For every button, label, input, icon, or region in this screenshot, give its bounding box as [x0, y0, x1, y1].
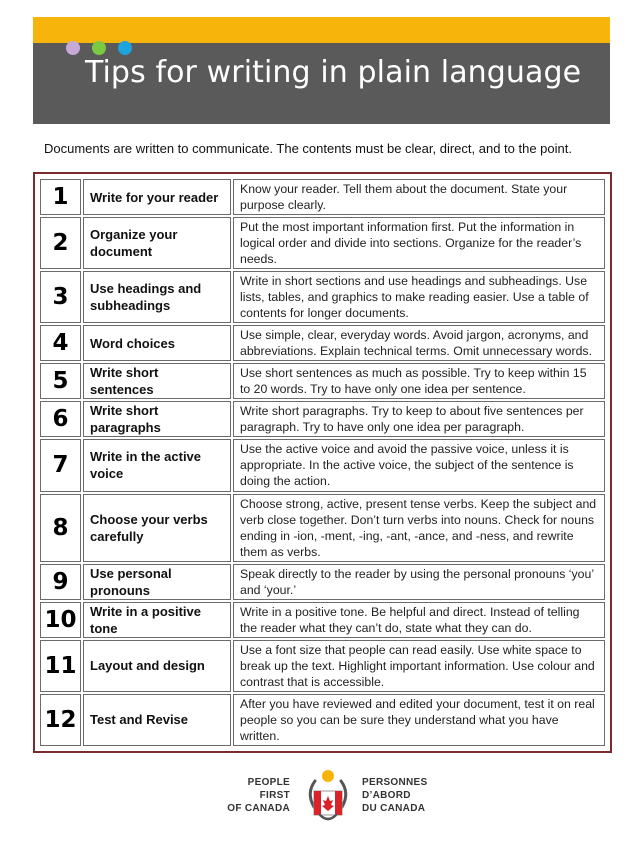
intro-text: Documents are written to communicate. The contents must be clear, direct, and to the point.	[44, 141, 572, 156]
tip-description: Write in short sections and use headings and subheadings. Use lists, tables, and graphics to make reading easier. Use a table of contents for longer documents.	[233, 271, 605, 323]
tip-row	[40, 640, 605, 692]
footer	[0, 765, 642, 825]
tip-row	[40, 271, 605, 323]
tip-description: Put the most important information first. Put the information in logical order and divide into sections. Organize for the reader’s needs.	[233, 217, 605, 269]
tip-number: 2	[40, 217, 81, 269]
tips-table	[38, 177, 607, 748]
tip-number: 6	[40, 401, 81, 437]
tip-description: Write short paragraphs. Try to keep to about five sentences per paragraph. Try to have only one idea per paragraph.	[233, 401, 605, 437]
tip-row	[40, 179, 605, 215]
tip-row	[40, 494, 605, 562]
tip-title: Test and Revise	[83, 694, 231, 746]
tip-number: 8	[40, 494, 81, 562]
org-en-line-1: PEOPLE	[247, 777, 290, 788]
tip-number: 5	[40, 363, 81, 399]
page-title: Tips for writing in plain language	[85, 55, 582, 90]
tip-number: 1	[40, 179, 81, 215]
purple-dot-icon	[66, 41, 80, 55]
tip-title: Organize your document	[83, 217, 231, 269]
tip-title: Write short sentences	[83, 363, 231, 399]
tip-description: Choose strong, active, present tense verbs. Keep the subject and verb close together. Don’t turn verbs into nouns. Check for nouns ending in -ion, -ment, -ing, -ant, -ance, and -ness, and rewrite them as verbs.	[233, 494, 605, 562]
tip-number: 3	[40, 271, 81, 323]
org-fr-line-1: PERSONNES	[362, 777, 428, 788]
tip-title: Write in a positive tone	[83, 602, 231, 638]
tip-title: Word choices	[83, 325, 231, 361]
tip-row	[40, 564, 605, 600]
tip-description: Use the active voice and avoid the passive voice, unless it is appropriate. In the active voice, the subject of the sentence is doing the action.	[233, 439, 605, 491]
tip-title: Choose your verbs carefully	[83, 494, 231, 562]
tip-number: 12	[40, 694, 81, 746]
tip-row	[40, 325, 605, 361]
header-banner	[33, 17, 610, 124]
tip-description: Use short sentences as much as possible. Try to keep within 15 to 20 words. Try to have only one idea per sentence.	[233, 363, 605, 399]
tip-number: 4	[40, 325, 81, 361]
org-name-french	[362, 776, 428, 815]
tip-description: Speak directly to the reader by using the personal pronouns ‘you’ and ‘your.’	[233, 564, 605, 600]
tip-title: Write for your reader	[83, 179, 231, 215]
tip-title: Use personal pronouns	[83, 564, 231, 600]
tip-title: Write in the active voice	[83, 439, 231, 491]
green-dot-icon	[92, 41, 106, 55]
tip-row	[40, 439, 605, 491]
header-yellow-band	[33, 17, 610, 43]
tip-title: Write short paragraphs	[83, 401, 231, 437]
tip-row	[40, 401, 605, 437]
header-dots	[66, 41, 132, 55]
tip-row	[40, 694, 605, 746]
tip-description: Write in a positive tone. Be helpful and direct. Instead of telling the reader what they can’t do, state what they can do.	[233, 602, 605, 638]
org-en-line-3: OF CANADA	[227, 803, 290, 814]
org-fr-line-3: DU CANADA	[362, 803, 426, 814]
tip-row	[40, 602, 605, 638]
tip-title: Use headings and subheadings	[83, 271, 231, 323]
tip-number: 9	[40, 564, 81, 600]
tips-table-frame	[33, 172, 612, 753]
tip-description: Use simple, clear, everyday words. Avoid jargon, acronyms, and abbreviations. Explain technical terms. Omit unnecessary words.	[233, 325, 605, 361]
tip-description: Use a font size that people can read easily. Use white space to break up the text. Highlight important information. Use colour and contrast that is accessible.	[233, 640, 605, 692]
tip-row	[40, 217, 605, 269]
tip-number: 10	[40, 602, 81, 638]
org-name-english	[227, 776, 290, 815]
blue-dot-icon	[118, 41, 132, 55]
tip-row	[40, 363, 605, 399]
tip-number: 11	[40, 640, 81, 692]
tip-title: Layout and design	[83, 640, 231, 692]
tip-description: Know your reader. Tell them about the document. State your purpose clearly.	[233, 179, 605, 215]
tip-description: After you have reviewed and edited your document, test it on real people so you can be sure they understand what you have written.	[233, 694, 605, 746]
people-first-logo-icon	[300, 767, 356, 825]
tip-number: 7	[40, 439, 81, 491]
org-fr-line-2: D’ABORD	[362, 790, 411, 801]
org-en-line-2: FIRST	[259, 790, 290, 801]
